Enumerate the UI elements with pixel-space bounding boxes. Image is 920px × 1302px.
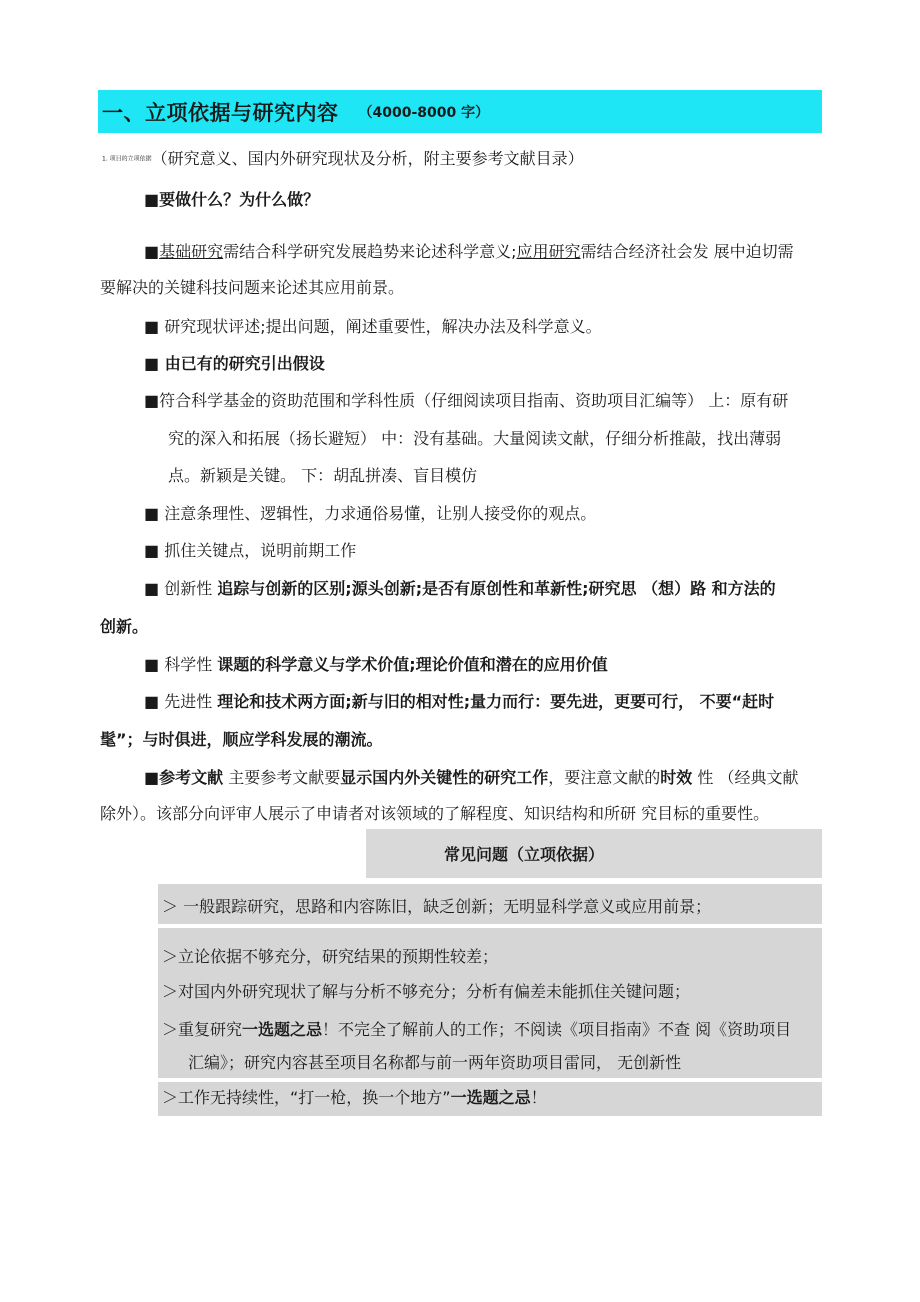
faq-divider [158,924,822,928]
section-heading [98,90,822,133]
intro-text: （研究意义、国内外研究现状及分析，附主要参考文献目录） [151,149,584,168]
intro-label: 1. 项目的立项依据 [102,155,152,163]
fit-line-2: 究的深入和拓展（扬长避短） 中：没有基础。大量阅读文献，仔细分析推敲，找出薄弱 [168,429,782,448]
basic-research-line: ■基础研究需结合科学研究发展趋势来论述科学意义;应用研究需结合经济社会发 展中迫切需 [144,242,794,261]
fit-line-1: ■符合科学基金的资助范围和学科性质（仔细阅读项目指南、资助项目汇编等） 上：原有研 [144,391,789,410]
references-line: ■参考文献 主要参考文献要显示国内外关键性的研究工作，要注意文献的时效 性 （经典文献 [144,768,799,787]
faq-divider [158,1078,822,1082]
faq-box [158,884,822,1116]
faq-title: 常见问题（立项依据） [366,829,822,878]
word-count-note: （4000-8000 字） [358,104,490,121]
innovation-line: ■ 创新性 追踪与创新的区别;源头创新;是否有原创性和革新性;研究思 （想）路 和方法的 [144,579,776,598]
faq-item-1: ＞ 一般跟踪研究，思路和内容陈旧，缺乏创新；无明显科学意义或应用前景； [162,897,712,916]
status-line: ■ 研究现状评述;提出问题，阐述重要性，解决办法及科学意义。 [144,317,602,336]
faq-item-4-cont: 汇编》；研究内容甚至项目名称都与前一两年资助项目雷同， 无创新性 [188,1053,682,1072]
section-title: 一、立项依据与研究内容 [102,100,339,125]
question-line: ■要做什么？为什么做？ [144,190,320,209]
faq-item-5: ＞工作无持续性，“打一枪，换一个地方”一选题之忌！ [162,1088,547,1107]
advanced-line-2: 髦”；与时俱进，顺应学科发展的潮流。 [100,730,383,749]
hypothesis-line: ■ 由已有的研究引出假设 [144,354,325,373]
faq-item-4: ＞重复研究一选题之忌！不完全了解前人的工作；不阅读《项目指南》不查 阅《资助项目 [162,1020,792,1039]
basic-research-term: 基础研究 [159,242,224,261]
references-line-2: 除外）。该部分向评审人展示了申请者对该领域的了解程度、知识结构和所研 究目标的重要性。 [100,804,770,823]
key-point-line: ■ 抓住关键点，说明前期工作 [144,541,357,560]
scientific-line: ■ 科学性 课题的科学意义与学术价值;理论价值和潜在的应用价值 [144,655,608,674]
advanced-line: ■ 先进性 理论和技术两方面;新与旧的相对性;量力而行：要先进，更要可行， 不要“赶时 [144,692,775,711]
faq-item-3: ＞对国内外研究现状了解与分析不够充分；分析有偏差未能抓住关键问题； [162,982,691,1001]
applied-research-term: 应用研究 [516,242,581,261]
intro-line [102,148,584,171]
innovation-line-2: 创新。 [100,617,149,636]
logic-line: ■ 注意条理性、逻辑性，力求通俗易懂，让别人接受你的观点。 [144,504,597,523]
faq-item-2: ＞立论依据不够充分，研究结果的预期性较差； [162,947,499,966]
basic-research-line-2: 要解决的关键科技问题来论述其应用前景。 [100,278,405,297]
fit-line-3: 点。新颖是关键。 下：胡乱拼凑、盲目模仿 [168,466,478,485]
